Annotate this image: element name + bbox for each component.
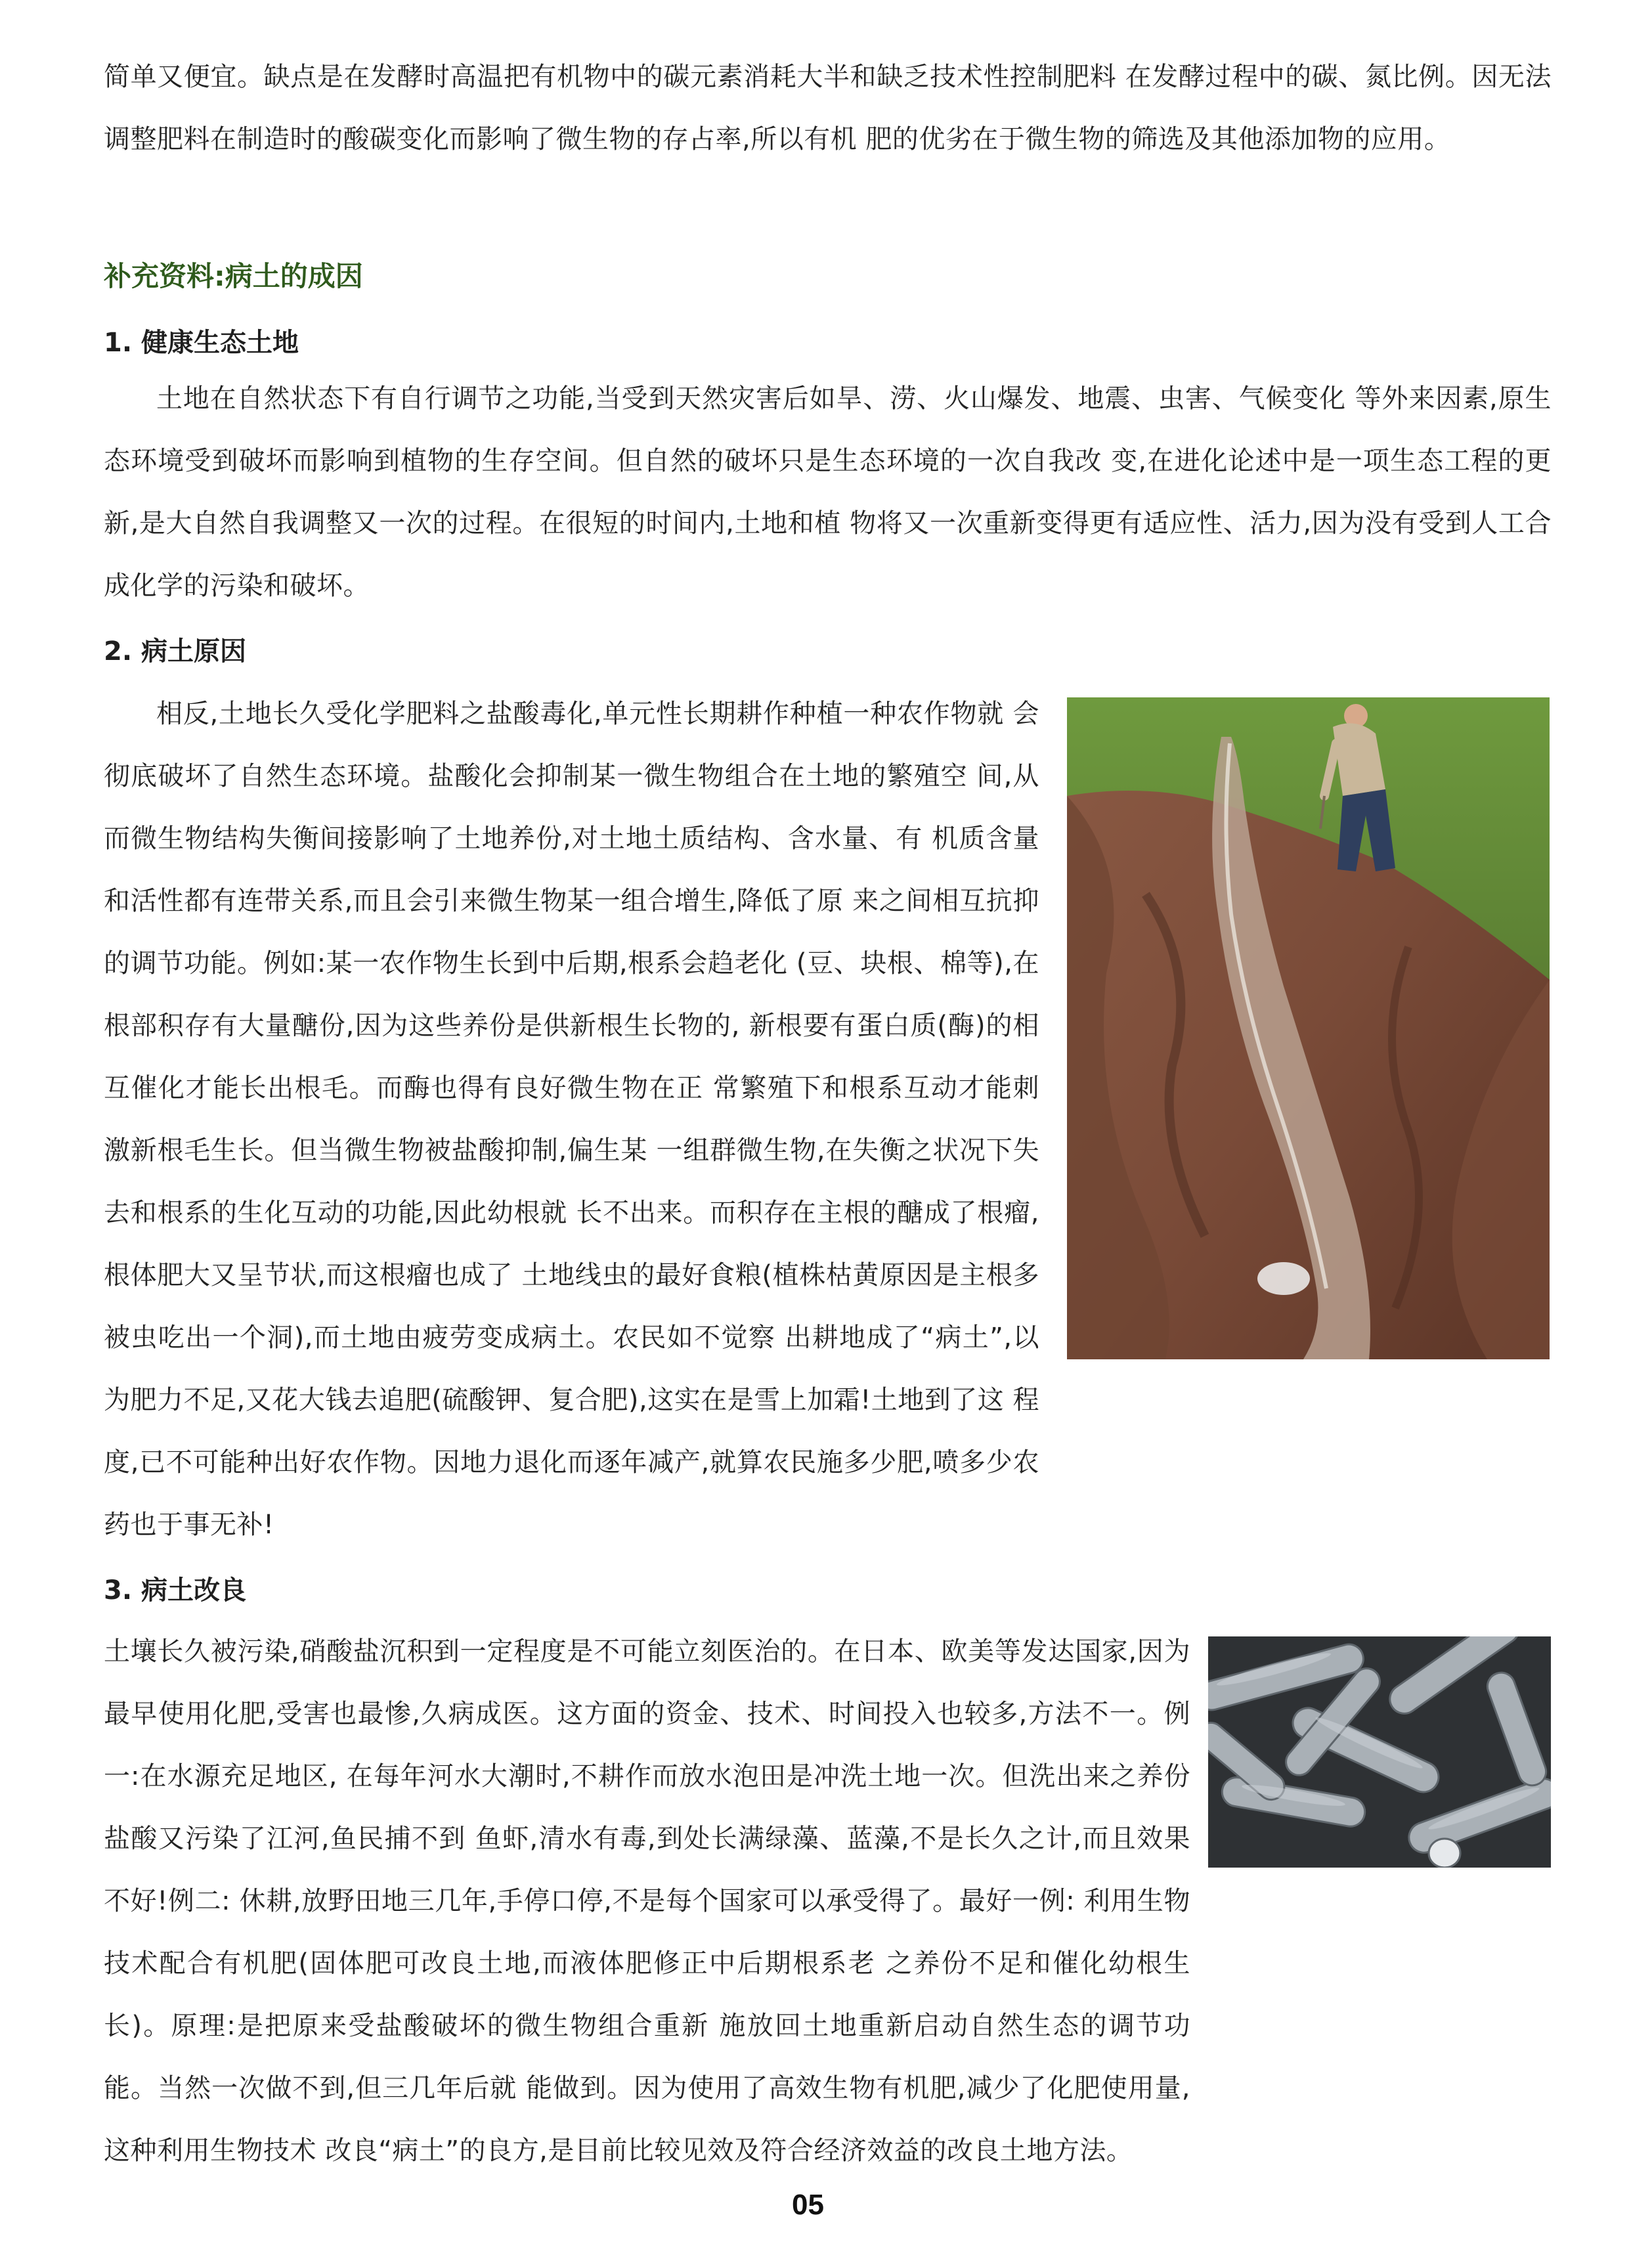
section-2-paragraph [104,683,1039,1556]
intro-paragraph-text: 简单又便宜。缺点是在发酵时高温把有机物中的碳元素消耗大半和缺乏技术性控制肥料 在发酵过程中的碳、氮比例。因无法调整肥料在制造时的酸碳变化而影响了微生物的存占率,所以有机 肥的优劣在于微生物的筛选及其他添加物的应用。 [104,62,1552,154]
section-1-paragraph [104,368,1552,617]
page-number: 05 [792,2189,824,2221]
section-3-title: 3. 病土改良 [104,1575,246,1606]
eroded-field-image [1067,697,1550,1359]
bacteria-micrograph [1208,1636,1551,1868]
section-3-paragraph-text: 土壤长久被污染,硝酸盐沉积到一定程度是不可能立刻医治的。在日本、欧美等发达国家,因为最早使用化肥,受害也最惨,久病成医。这方面的资金、技术、时间投入也较多,方法不一。例一:在水源充足地区, 在每年河水大潮时,不耕作而放水泡田是冲洗土地一次。但洗出来之养份盐酸又污染了江河,鱼民捕不到 鱼虾,清水有毒,到处长满绿藻、蓝藻,不是长久之计,而且效果不好!例二: 休耕,放野田地三几年,手停口停,不是每个国家可以承受得了。最好一例: 利用生物技术配合有机肥(固体肥可改良土地,而液体肥修正中后期根系老 之养份不足和催化幼根生长)。原理:是把原来受盐酸破坏的微生物组合重新 施放回土地重新启动自然生态的调节功能。当然一次做不到,但三几年后就 能做到。因为使用了高效生物有机肥,减少了化肥使用量,这种利用生物技术 改良“病土”的良方,是目前比较见效及符合经济效益的改良土地方法。 [104,1636,1190,2166]
section-2-paragraph-text: 相反,土地长久受化学肥料之盐酸毒化,单元性长期耕作种植一种农作物就 会彻底破坏了自然生态环境。盐酸化会抑制某一微生物组合在土地的繁殖空 间,从而微生物结构失衡间接影响了土地养份,对土地土质结构、含水量、有 机质含量和活性都有连带关系,而且会引来微生物某一组合增生,降低了原 来之间相互抗抑的调节功能。例如:某一农作物生长到中后期,根系会趋老化 (豆、块根、棉等),在根部积存有大量醣份,因为这些养份是供新根生长物的, 新根要有蛋白质(酶)的相互催化才能长出根毛。而酶也得有良好微生物在正 常繁殖下和根系互动才能刺激新根毛生长。但当微生物被盐酸抑制,偏生某 一组群微生物,在失衡之状况下失去和根系的生化互动的功能,因此幼根就 长不出来。而积存在主根的醣成了根瘤,根体肥大又呈节状,而这根瘤也成了 土地线虫的最好食粮(植株枯黄原因是主根多被虫吃出一个洞),而土地由疲劳变成病土。农民如不觉察 出耕地成了“病土”,以为肥力不足,又花大钱去追肥(硫酸钾、复合肥),这实在是雪上加霜!土地到了这 程度,已不可能种出好农作物。因地力退化而逐年减产,就算农民施多少肥,喷多少农药也于事无补! [104,699,1039,1540]
intro-paragraph [104,46,1552,171]
section-1-title: 1. 健康生态土地 [104,328,299,358]
main-title: 补充资料:病土的成因 [104,260,363,292]
eroded-field-photo [1067,697,1550,1359]
bacteria-image [1208,1636,1551,1868]
section-3-paragraph [104,1621,1190,2182]
section-1-paragraph-text: 土地在自然状态下有自行调节之功能,当受到天然灾害后如旱、涝、火山爆发、地震、虫害、气候变化 等外来因素,原生态环境受到破坏而影响到植物的生存空间。但自然的破坏只是生态环境的一次自我改 变,在进化论述中是一项生态工程的更新,是大自然自我调整又一次的过程。在很短的时间内,土地和植 物将又一次重新变得更有适应性、活力,因为没有受到人工合成化学的污染和破坏。 [104,383,1552,601]
section-2-title: 2. 病土原因 [104,636,246,667]
